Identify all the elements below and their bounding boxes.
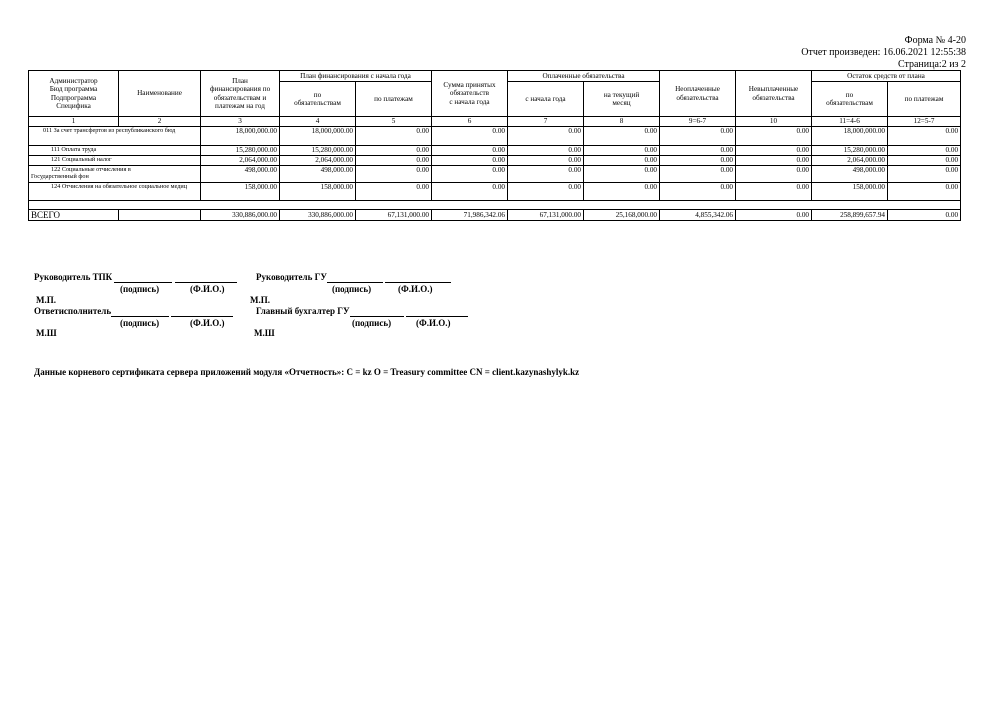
signature-head-gu: Руководитель ГУ <box>256 272 451 283</box>
header-notpaid-obligations: Невыплаченные обязательства <box>736 71 812 117</box>
signature-head-tpk: Руководитель ТПК <box>34 272 237 283</box>
certificate-info: Данные корневого сертификата сервера приложений модуля «Отчетность»: C = kz O = Treasury committee CN = client.kazynashylyk.kz <box>34 367 580 377</box>
row-label: 122 Социальные отчисления в Государственный фон <box>29 166 201 183</box>
column-number-row: 1 2 3 4 5 6 7 8 9=6-7 10 11=4-6 12=5-7 <box>29 117 961 127</box>
table-row: 122 Социальные отчисления в Государственный фон 498,000.00 498,000.00 0.00 0.00 0.00 0.00 0.00 0.00 498,000.00 0.00 <box>29 166 961 183</box>
header-by-payments: по платежам <box>356 82 432 117</box>
header-admin: Администратор Бюд программа Подпрограмма Специфика <box>29 71 119 117</box>
header-plan-year: План финансирования по обязательствам и платежам на год <box>201 71 280 117</box>
signature-chief-accountant: Главный бухгалтер ГУ <box>256 306 468 317</box>
report-timestamp: Отчет произведен: 16.06.2021 12:55:38 <box>801 47 966 58</box>
row-label: 121 Социальный налог <box>29 156 201 166</box>
total-row: ВСЕГО 330,886,000.00 330,886,000.00 67,131,000.00 71,986,342.06 67,131,000.00 25,168,000.00 4,855,342.06 0.00 258,899,657.94 0.00 <box>29 210 961 221</box>
row-label: 111 Оплата труда <box>29 146 201 156</box>
header-accepted-obligations: Сумма принятых обязательств с начала года <box>432 71 508 117</box>
table-row: 124 Отчисления на обязательное социальное медиц 158,000.00 158,000.00 0.00 0.00 0.00 0.00 0.00 0.00 158,000.00 0.00 <box>29 183 961 201</box>
stamp-label: М.Ш <box>36 328 57 338</box>
stamp-label: М.П. <box>36 295 56 305</box>
table-row: 011 За счет трансфертов из республиканского бюд 18,000,000.00 18,000,000.00 0.00 0.00 0.00 0.00 0.00 0.00 18,000,000.00 0.00 <box>29 127 961 146</box>
stamp-label: М.Ш <box>254 328 275 338</box>
header-paid-obligations: Оплаченные обязательства <box>508 71 660 82</box>
sign-caption: (подпись) <box>352 318 392 328</box>
fio-caption: (Ф.И.О.) <box>190 284 225 294</box>
fio-caption: (Ф.И.О.) <box>190 318 225 328</box>
report-table <box>28 70 961 221</box>
header-plan-since-start: План финансирования с начала года <box>280 71 432 82</box>
header-plan-remainder: Остаток средств от плана <box>812 71 961 82</box>
fio-caption: (Ф.И.О.) <box>416 318 451 328</box>
total-label: ВСЕГО <box>29 210 119 221</box>
header-paid-since-start: с начала года <box>508 82 584 117</box>
sign-caption: (подпись) <box>332 284 372 294</box>
sign-caption: (подпись) <box>120 318 160 328</box>
header-unpaid-obligations: Неоплаченные обязательства <box>660 71 736 117</box>
form-number: Форма № 4-20 <box>904 35 966 46</box>
page-number: Страница:2 из 2 <box>897 59 966 70</box>
row-label: 011 За счет трансфертов из республиканского бюд <box>29 127 201 146</box>
header-remainder-payments: по платежам <box>888 82 961 117</box>
table-row: 111 Оплата труда 15,280,000.00 15,280,000.00 0.00 0.00 0.00 0.00 0.00 0.00 15,280,000.00 0.00 <box>29 146 961 156</box>
table-row: 121 Социальный налог 2,064,000.00 2,064,000.00 0.00 0.00 0.00 0.00 0.00 0.00 2,064,000.00 0.00 <box>29 156 961 166</box>
fio-caption: (Ф.И.О.) <box>398 284 433 294</box>
row-label: 124 Отчисления на обязательное социальное медиц <box>29 183 201 201</box>
header-name: Наименование <box>119 71 201 117</box>
header-paid-current-month: на текущий месяц <box>584 82 660 117</box>
sign-caption: (подпись) <box>120 284 160 294</box>
stamp-label: М.П. <box>250 295 270 305</box>
header-remainder-obligations: по обязательствам <box>812 82 888 117</box>
signature-executor: Ответисполнитель <box>34 306 233 317</box>
spacer-row <box>29 201 961 210</box>
header-by-obligations: по обязательствам <box>280 82 356 117</box>
